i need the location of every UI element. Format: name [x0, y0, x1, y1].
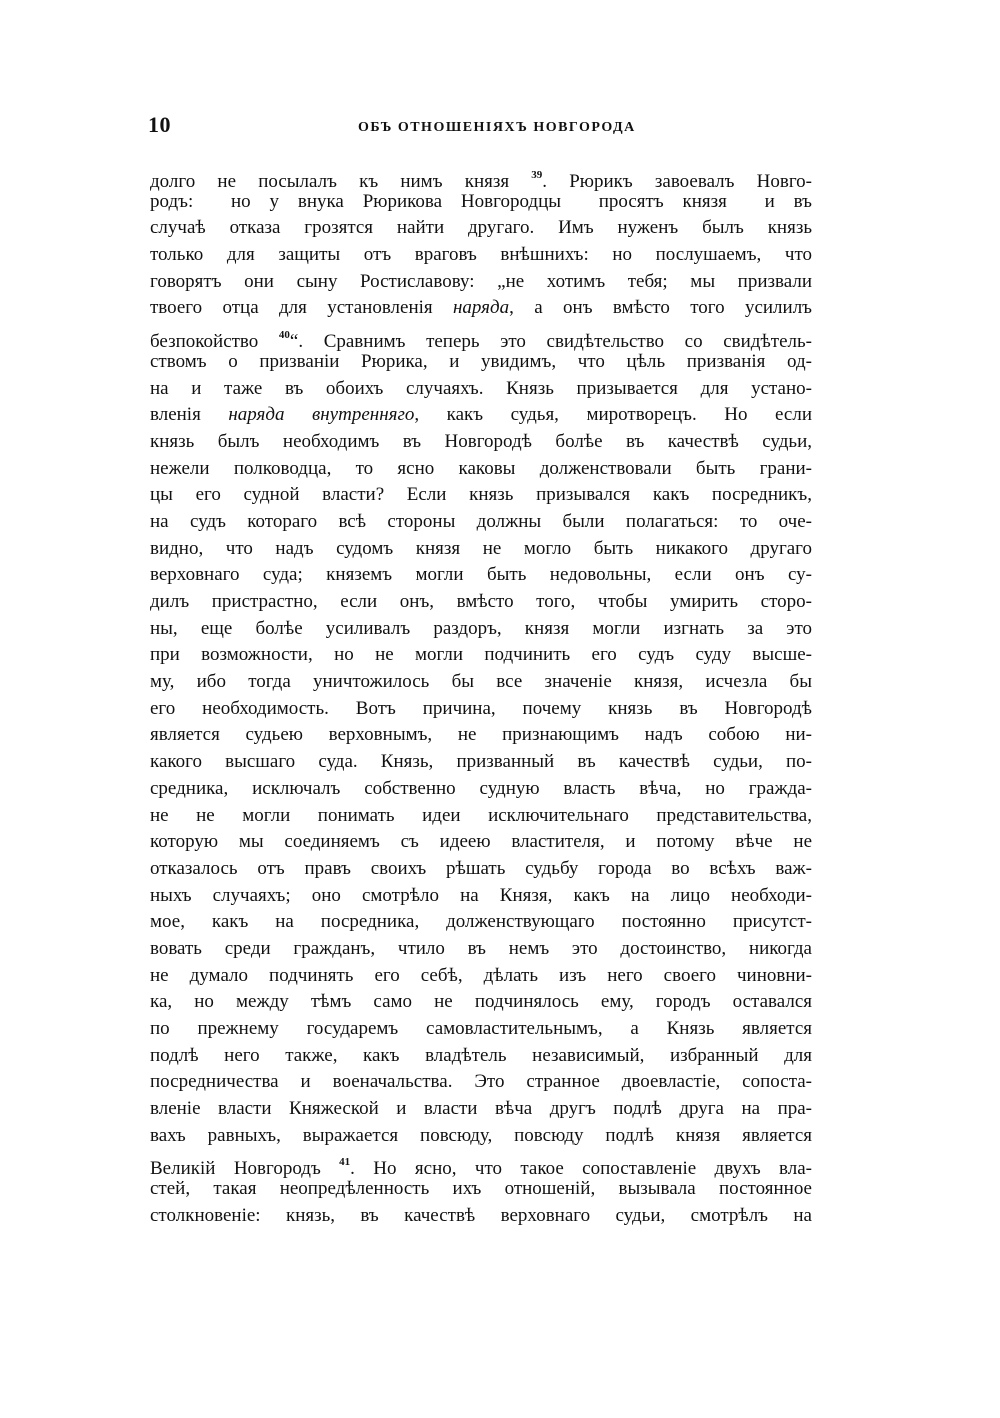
- text-line: [150, 376, 812, 403]
- text-segment: . Но ясно, что такое сопоставленіе двухъ вла-: [350, 1158, 812, 1180]
- text-segment: его необходимость. Вотъ причина, почему князь въ Новгородѣ: [150, 697, 812, 719]
- text-segment: дилъ пристрастно, если онъ, вмѣсто того, чтобы умирить сторо-: [150, 591, 812, 612]
- text-line: [150, 616, 812, 643]
- text-segment: является судьею верховнымъ, не признающимъ надъ собою ни-: [150, 724, 812, 746]
- text-segment: не не могли понимать идеи исключительнаго представительства,: [150, 804, 812, 826]
- text-segment: не думало подчинять его себѣ, дѣлать изъ него своего чиновни-: [150, 964, 812, 986]
- text-line: [150, 482, 812, 509]
- text-segment: столкновеніе: князь, въ качествѣ верховнаго судьи, смотрѣлъ на: [150, 1204, 812, 1226]
- text-segment: твоего отца для установленія: [150, 297, 453, 319]
- text-segment: . Рюрикъ завоевалъ Новго-: [542, 171, 813, 192]
- text-line: [150, 1043, 812, 1070]
- text-line: [150, 349, 812, 376]
- text-segment: ны, еще болѣе усиливалъ раздоръ, князя могли изгнать за это: [150, 617, 812, 639]
- text-line: [150, 856, 812, 883]
- text-line: [150, 829, 812, 856]
- text-line: [150, 883, 812, 910]
- text-segment: вленіе власти Княжеской и власти вѣча другъ подлѣ друга на пра-: [150, 1098, 812, 1120]
- text-segment: вовать среди гражданъ, чтило въ немъ это достоинство, никогда: [150, 937, 812, 959]
- text-line: [150, 963, 812, 990]
- text-line: [150, 909, 812, 936]
- text-segment: ныхъ случаяхъ; оно смотрѣло на Князя, какъ на лицо необходи-: [150, 884, 812, 906]
- text-segment: стей, такая неопредѣленность ихъ отношеній, вызывала постоянное: [150, 1178, 812, 1200]
- text-segment: при возможности, но не могли подчинить его судъ суду высше-: [150, 644, 812, 666]
- text-segment: подлѣ него также, какъ владѣтель независимый, избранный для: [150, 1044, 812, 1066]
- text-segment: ка, но между тѣмъ само не подчинялось ему, городъ оставался: [150, 991, 812, 1013]
- page-number: 10: [148, 112, 171, 137]
- text-segment: мое, какъ на посредника, долженствующаго постоянно присутст-: [150, 911, 812, 933]
- text-line: [150, 936, 812, 963]
- text-line: [150, 1016, 812, 1043]
- footnote-marker: 40: [278, 329, 290, 342]
- italic-segment: наряда: [453, 297, 510, 319]
- text-line: [150, 722, 812, 749]
- text-line: [150, 1176, 812, 1203]
- text-segment: на судъ котораго всѣ стороны должны были полагаться: то оче-: [150, 510, 812, 532]
- text-segment: родъ: но у внука Рюрикова Новгородцы просятъ князя и въ: [150, 190, 812, 212]
- text-segment: , а онъ вмѣсто того усилилъ: [509, 297, 812, 319]
- text-line: [150, 536, 812, 563]
- text-line: [150, 215, 812, 242]
- text-line: [150, 669, 812, 696]
- text-segment: видно, что надъ судомъ князя не могло быть никакого другаго: [150, 537, 812, 559]
- text-line: [150, 242, 812, 269]
- text-segment: на и таже въ обоихъ случаяхъ. Князь призывается для устано-: [150, 377, 812, 399]
- text-segment: какого высшаго суда. Князь, призванный въ качествѣ судьи, по-: [150, 751, 812, 773]
- text-segment: ствомъ о призваніи Рюрика, и увидимъ, что цѣль призванія од-: [150, 350, 812, 372]
- text-segment: случаѣ отказа грозятся найти другаго. Имъ нуженъ былъ князь: [150, 217, 812, 239]
- text-line: [150, 1123, 812, 1150]
- text-line: [150, 1096, 812, 1123]
- text-segment: князь былъ необходимъ въ Новгородѣ болѣе въ качествѣ судьи,: [150, 430, 812, 452]
- text-segment: “. Сравнимъ теперь это свидѣтельство со свидѣтель-: [289, 331, 812, 353]
- text-segment: безпокойство: [150, 331, 279, 353]
- footnote-marker: 41: [339, 1156, 351, 1169]
- text-segment: нежели полководца, то ясно каковы долженствовали быть грани-: [150, 457, 812, 479]
- text-line: [150, 589, 812, 616]
- text-line: [150, 456, 812, 483]
- text-segment: отказалось отъ правъ своихъ рѣшать судьбу города во всѣхъ важ-: [150, 857, 812, 879]
- text-segment: верховнаго суда; княземъ могли быть недовольны, если онъ су-: [150, 564, 812, 586]
- text-segment: по прежнему государемъ самовластительнымъ, а Князь является: [150, 1018, 812, 1039]
- text-line: [150, 989, 812, 1016]
- text-segment: цы его судной власти? Если князь призывался какъ посредникъ,: [150, 484, 812, 506]
- text-line: [150, 749, 812, 776]
- text-segment: посредничества и военачальства. Это странное двоевластіе, сопоста-: [150, 1071, 812, 1093]
- footnote-marker: 39: [531, 169, 543, 181]
- text-segment: средника, исключалъ собственно судную власть вѣча, но гражда-: [150, 777, 812, 799]
- text-line: [150, 295, 812, 322]
- running-title: ОБЪ ОТНОШЕНІЯХЪ НОВГОРОДА: [358, 120, 636, 135]
- italic-segment: наряда внутренняго: [228, 404, 415, 426]
- page-header: [148, 112, 812, 142]
- text-line: [150, 1203, 812, 1230]
- text-line: [150, 803, 812, 830]
- text-segment: вахъ равныхъ, выражается повсюду, повсюду подлѣ князя является: [150, 1124, 812, 1146]
- text-line: [150, 509, 812, 536]
- text-segment: только для защиты отъ враговъ внѣшнихъ: но послушаемъ, что: [150, 244, 812, 266]
- text-segment: говорятъ они сыну Ростиславову: „не хотимъ тебя; мы призвали: [150, 270, 812, 292]
- text-line: [150, 322, 812, 353]
- text-line: [150, 1149, 812, 1180]
- text-line: [150, 696, 812, 723]
- text-segment: которую мы соединяемъ съ идеею властителя, и потому вѣче не: [150, 831, 812, 853]
- text-line: [150, 189, 812, 216]
- text-line: [150, 402, 812, 429]
- text-segment: му, ибо тогда уничтожилось бы все значеніе князя, исчезла бы: [150, 671, 812, 693]
- text-segment: , какъ судья, миротворецъ. Но если: [414, 404, 812, 426]
- text-line: [150, 562, 812, 589]
- text-line: [150, 1069, 812, 1096]
- text-segment: вленія: [150, 404, 229, 426]
- text-line: [150, 429, 812, 456]
- text-segment: Великій Новгородъ: [150, 1158, 340, 1180]
- text-segment: долго не посылалъ къ нимъ князя: [150, 171, 532, 192]
- body-text: [150, 162, 812, 1230]
- text-line: [150, 776, 812, 803]
- text-line: [150, 269, 812, 296]
- text-line: [150, 642, 812, 669]
- text-line: [150, 162, 813, 192]
